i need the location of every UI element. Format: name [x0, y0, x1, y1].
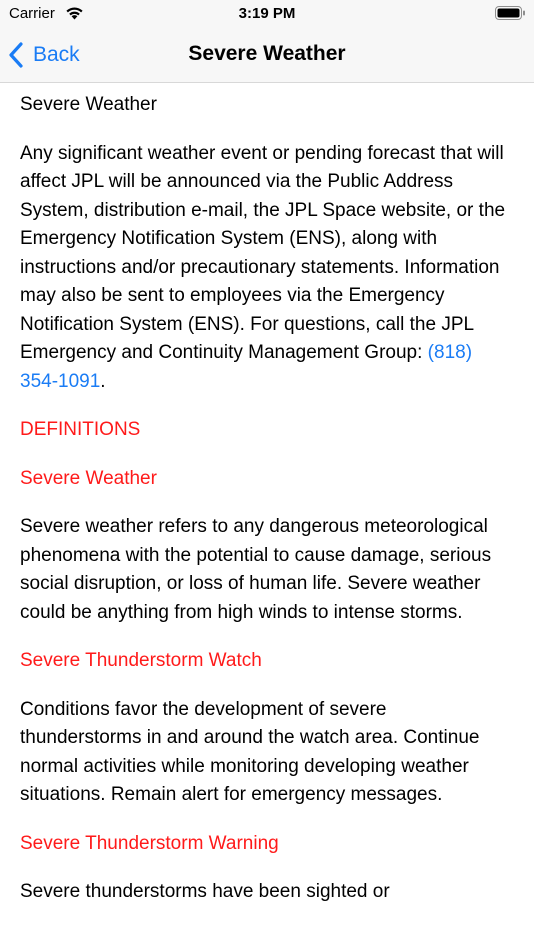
definitions-heading: DEFINITIONS: [20, 419, 141, 440]
section-text: Severe weather refers to any dangerous meteorological phenomena with the potential to cause damage, serious social disruption, or loss of human life. Severe weather could be anything from high winds to intense storms.: [20, 516, 492, 623]
intro-title: Severe Weather: [20, 94, 157, 115]
section-text: Conditions favor the development of severe thunderstorms in and around the watch area. Continue normal activities while monitoring developing weather situations. Remain alert for emergency messages.: [20, 698, 480, 805]
status-time: 3:19 PM: [238, 5, 296, 22]
section-text: Severe thunderstorms have been sighted or: [20, 881, 390, 902]
back-label: Back: [33, 43, 80, 66]
page-title: Severe Weather: [188, 42, 346, 65]
phone-link[interactable]: (818) 354-1091: [20, 342, 473, 392]
battery-icon: [495, 6, 526, 20]
intro-paragraph: [20, 140, 510, 397]
section-heading: Severe Weather: [20, 467, 157, 489]
section-heading: Severe Thunderstorm Watch: [20, 650, 262, 671]
status-bar: [0, 0, 534, 28]
intro-end: .: [100, 370, 106, 392]
article-content[interactable]: [20, 83, 510, 950]
intro-text: Any significant weather event or pending forecast that will affect JPL will be announced via the Public Address System, distribution e-mail, the JPL Space website, or the Emergency Notification System (ENS), along with instructions and/or precautionary statements. Information may also be sent to employees via the Emergency Notification System (ENS). For questions, call the JPL Emergency and Continuity Management Group:: [20, 142, 506, 363]
navigation-bar: [0, 28, 534, 83]
carrier-label: Carrier: [9, 5, 55, 22]
section-heading: Severe Thunderstorm Warning: [20, 832, 279, 854]
